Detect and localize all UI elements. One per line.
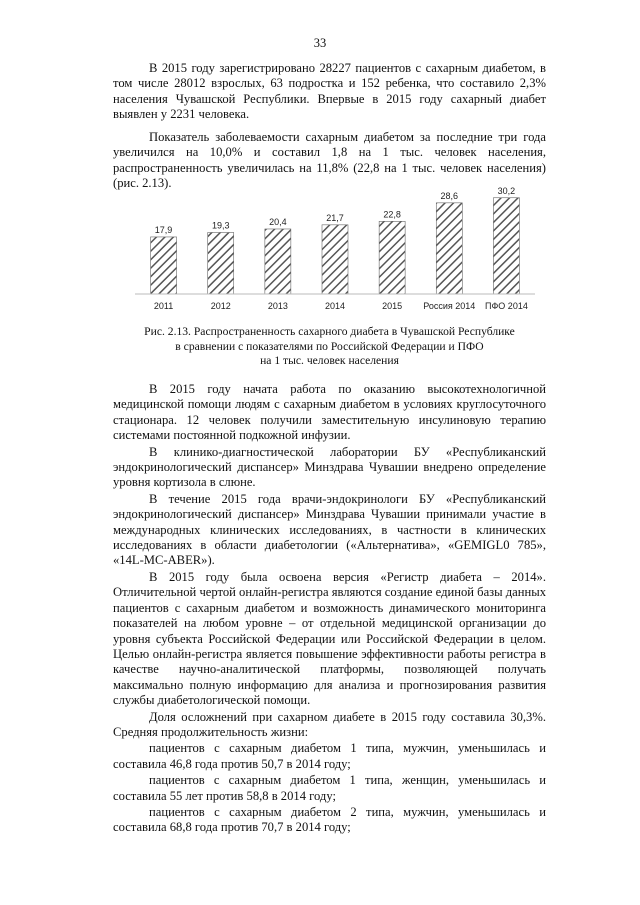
figure-caption: [113, 325, 546, 369]
category-label: 2013: [267, 301, 288, 311]
body-paragraph: пациентов с сахарным диабетом 1 типа, женщин, уменьшилась и составила 55 лет против 58,8 в 2014 году;: [113, 773, 546, 803]
body-text: [113, 382, 546, 837]
bar: [322, 225, 348, 294]
body-paragraph: В 2015 году была освоена версия «Регистр диабета – 2014». Отличительной чертой онлайн-регистра являются создание единой базы данных пациентов с сахарным диабетом и возможность динамического мониторинга показателей на любом уровне – от отдельной медицинской организации до уровня субъекта Российской Федерации или Российской Федерации в целом. Целью онлайн-регистра является повышение эффективности работы регистра в качестве научно-аналитической платформы, позволяющей получать максимально полную информацию для анализа и прогнозирования развития службы диабетологической помощи.: [113, 569, 546, 708]
category-label: 2011: [153, 301, 174, 311]
bar-value-label: 28,6: [440, 190, 459, 201]
bar: [208, 232, 234, 294]
category-label: ПФО 2014: [485, 301, 528, 311]
paragraph-text: В 2015 году зарегистрировано 28227 пациентов с сахарным диабетом, в том числе 28012 взрослых, 63 подростка и 152 ребенка, что составило 2,3% населения Чувашской Республики. Впервые в 2015 году сахарный диабет выявлен у 2231 человека.: [113, 61, 546, 122]
intro-paragraph-2: [113, 130, 546, 192]
caption-line-3: на 1 тыс. человек населения: [260, 354, 399, 367]
bar-value-label: 17,9: [154, 224, 173, 235]
body-paragraph: Доля осложнений при сахарном диабете в 2015 году составила 30,3%. Средняя продолжительность жизни:: [113, 709, 546, 739]
body-paragraph: пациентов с сахарным диабетом 2 типа, мужчин, уменьшилась и составила 68,8 года против 70,7 в 2014 году;: [113, 804, 546, 835]
prevalence-bar-chart: [113, 186, 546, 318]
category-label: 2012: [210, 301, 231, 311]
bar: [151, 237, 177, 294]
bar: [436, 203, 462, 294]
body-paragraph: В течение 2015 года врачи-эндокринологи БУ «Республиканский эндокринологический диспансер» Минздрава Чувашии принимали участие в международных клинических исследованиях, в частности в клинических исследованиях в области диабетологии («Альтернатива», «GEMIGL0 785», «14L-MC-ABER»).: [113, 491, 546, 568]
page-number: 33: [313, 36, 327, 50]
bar-value-label: 30,2: [497, 186, 516, 196]
category-label: 2015: [382, 301, 403, 311]
category-label: Россия 2014: [423, 301, 476, 311]
bar-value-label: 20,4: [269, 216, 287, 227]
category-label: 2014: [324, 301, 346, 311]
body-paragraph: В клинико-диагностической лаборатории БУ «Республиканский эндокринологический диспансер» Минздрава Чувашии внедрено определение уровня кортизола в слюне.: [113, 444, 546, 490]
caption-line-1: Рис. 2.13. Распространенность сахарного диабета в Чувашской Республике: [144, 325, 515, 338]
bar-value-label: 19,3: [211, 220, 230, 231]
bar: [265, 229, 291, 294]
bar: [379, 221, 405, 294]
bar: [493, 198, 519, 294]
body-paragraph: пациентов с сахарным диабетом 1 типа, мужчин, уменьшилась и составила 46,8 года против 50,7 в 2014 году;: [113, 741, 546, 771]
paragraph-text: Показатель заболеваемости сахарным диабетом за последние три года увеличился на 10,0% и составил 1,8 на 1 тыс. человек населения, распространенность увеличилась на 11,8% (22,8 на 1 тыс. человек населения) (рис. 2.13).: [113, 130, 546, 191]
caption-line-2: в сравнении с показателями по Российской Федерации и ПФО: [175, 339, 484, 353]
bar-value-label: 21,7: [326, 212, 344, 223]
bar-value-label: 22,8: [383, 209, 401, 220]
chart-canvas: [113, 186, 546, 318]
intro-paragraph-1: [113, 61, 546, 123]
body-paragraph: В 2015 году начата работа по оказанию высокотехнологичной медицинской помощи людям с сахарным диабетом в условиях круглосуточного стационара. 12 человек получили заместительную инсулиновую терапию системами постоянной подкожной инфузии.: [113, 382, 546, 443]
